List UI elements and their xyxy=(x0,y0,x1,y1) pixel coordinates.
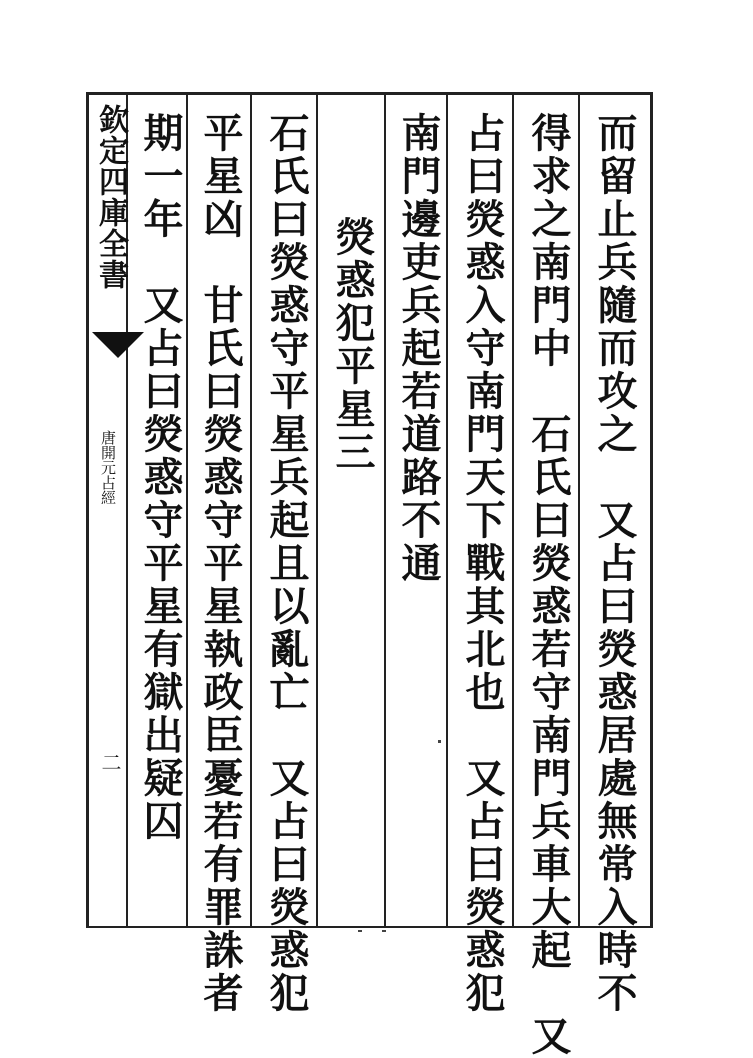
column-divider xyxy=(316,95,318,926)
text-column-6: 石氏曰熒惑守平星兵起且以亂亡 又占曰熒惑犯 xyxy=(263,112,310,1015)
page-number: 二 xyxy=(98,752,122,772)
text-column-4: 南門邊吏兵起若道路不通 xyxy=(395,112,442,585)
book-title: 欽定四庫全書 xyxy=(93,104,128,290)
chapter-title: 唐開元占經 xyxy=(99,430,117,505)
scan-speck xyxy=(382,930,386,932)
column-divider xyxy=(250,95,252,926)
scan-speck xyxy=(438,740,441,743)
text-column-8: 期一年 又占曰熒惑守平星有獄出疑囚 xyxy=(137,112,184,843)
text-column-1: 而留止兵隨而攻之 又占曰熒惑居處無常入時不 xyxy=(591,112,638,1015)
text-column-7: 平星凶 甘氏曰熒惑守平星執政臣憂若有罪誅者 xyxy=(197,112,244,1015)
column-divider xyxy=(512,95,514,926)
right-border xyxy=(650,92,653,928)
top-border xyxy=(86,92,652,95)
column-divider xyxy=(446,95,448,926)
column-divider xyxy=(186,95,188,926)
text-column-2: 得求之南門中 石氏曰熒惑若守南門兵車大起 又 xyxy=(525,112,572,1058)
scan-speck xyxy=(358,930,362,932)
text-column-3: 占曰熒惑入守南門天下戰其北也 又占曰熒惑犯 xyxy=(459,112,506,1015)
column-divider xyxy=(384,95,386,926)
text-column-5-heading: 熒惑犯平星三 xyxy=(329,216,376,474)
column-divider xyxy=(578,95,580,926)
